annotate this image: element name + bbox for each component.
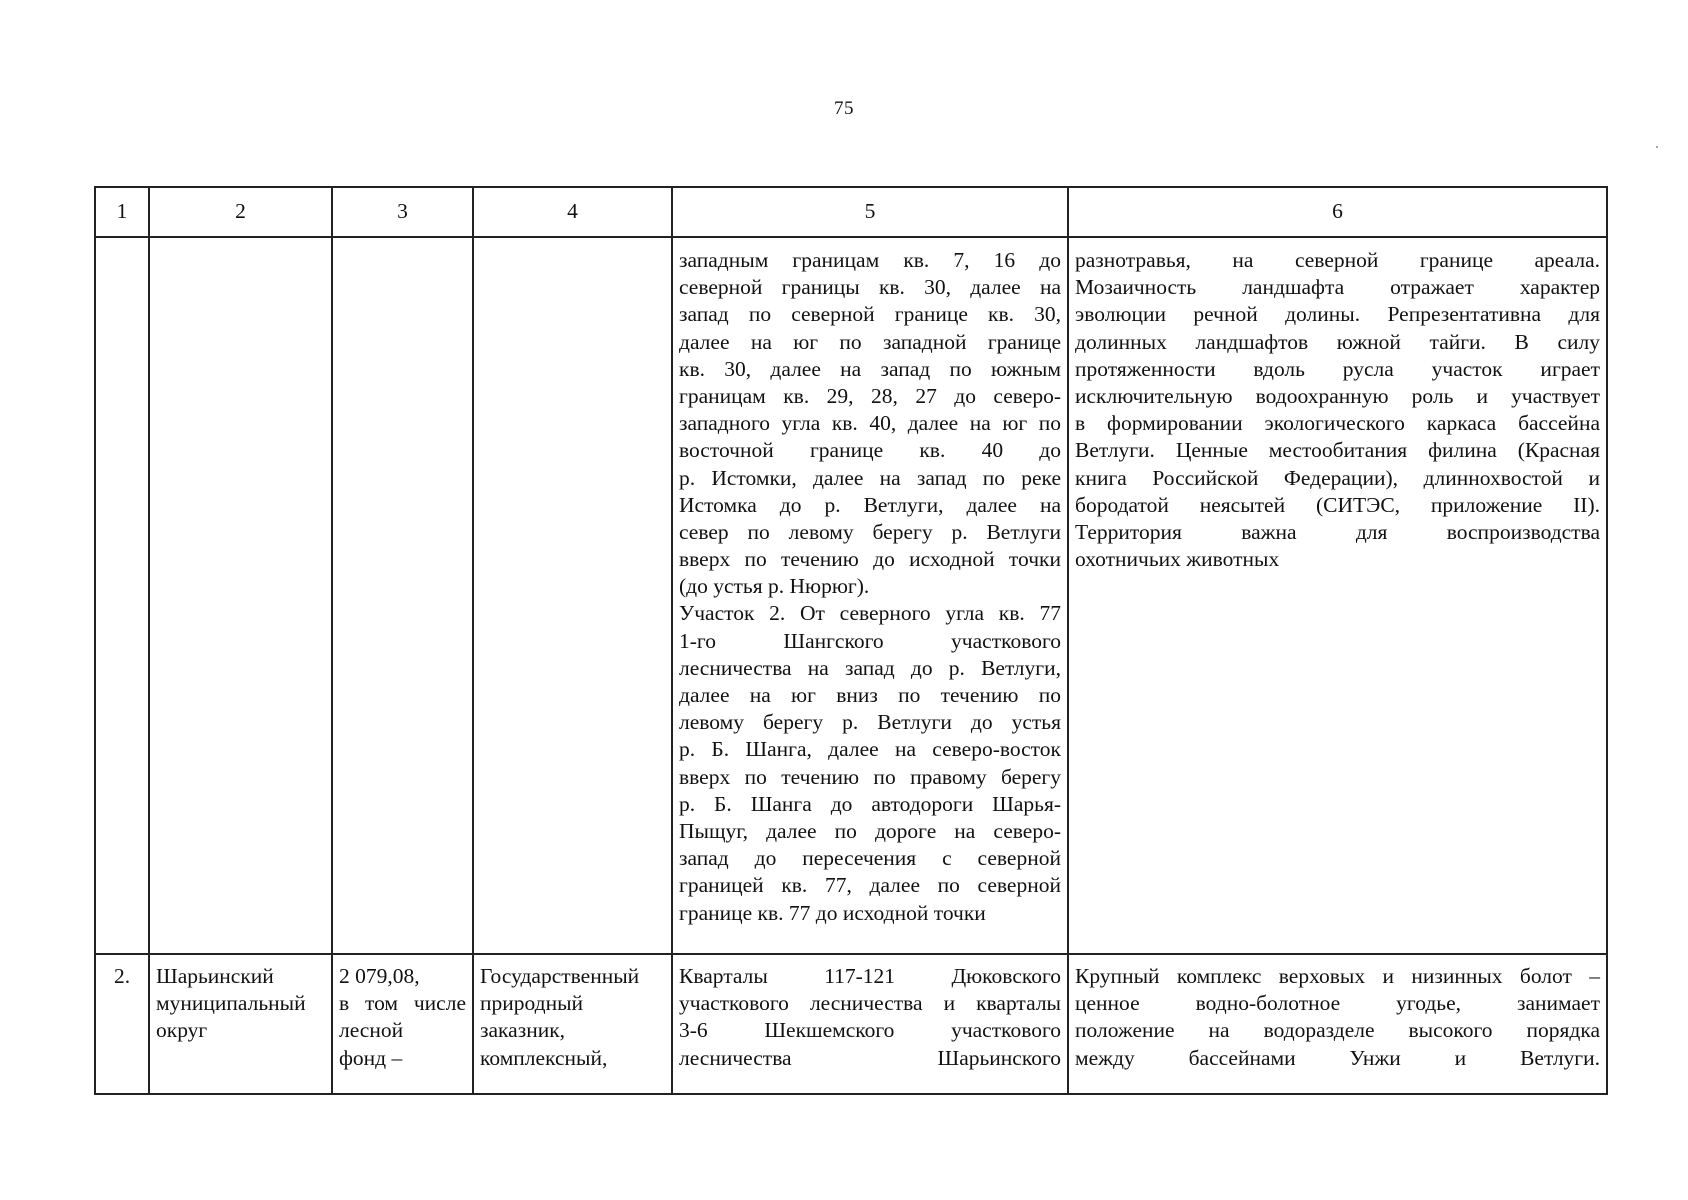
text-line: западным границам кв. 7, 16 до xyxy=(679,248,1061,272)
text-line: Мозаичность ландшафта отражает характер xyxy=(1075,275,1600,300)
column-header: 1 xyxy=(95,187,149,237)
cell-boundaries xyxy=(672,237,1068,954)
text-line: р. Б. Шанга, далее на северо-восток xyxy=(679,737,1061,762)
text-line: комплексный, xyxy=(480,1045,608,1070)
text-line: заказник, xyxy=(480,1018,566,1043)
cell-description xyxy=(1068,954,1607,1094)
column-header: 6 xyxy=(1068,187,1607,237)
text-line: природный xyxy=(480,991,584,1016)
text-line: фонд – xyxy=(339,1045,403,1070)
cell-district xyxy=(149,954,332,1094)
text-line: 2 079,08, xyxy=(339,964,420,988)
text-line: северной границы кв. 30, далее на xyxy=(679,275,1061,300)
scan-artifact xyxy=(1656,146,1658,148)
text-line: западного угла кв. 40, далее на юг по xyxy=(679,411,1061,436)
text-line: вверх по течению по правому берегу xyxy=(679,764,1061,789)
text-line: в формировании экологического каркаса бассейна xyxy=(1075,411,1600,436)
text-line: Кварталы 117-121 Дюковского xyxy=(679,964,1061,988)
column-header: 3 xyxy=(332,187,473,237)
page-number: 75 xyxy=(834,98,854,119)
text-line: Территория важна для воспроизводства xyxy=(1075,519,1600,544)
column-header: 5 xyxy=(672,187,1068,237)
text-line: в том числе xyxy=(339,991,466,1016)
text-line: Государственный xyxy=(480,964,640,988)
text-line: бородатой неясытей (СИТЭС, приложение II). xyxy=(1075,492,1600,517)
protected-areas-table xyxy=(94,186,1608,1095)
text-line: запад до пересечения с северной xyxy=(679,846,1061,871)
cell-district xyxy=(149,237,332,954)
text-line: границей кв. 77, далее по северной xyxy=(679,873,1061,898)
text-line: охотничьих животных xyxy=(1075,547,1280,572)
cell-area xyxy=(332,954,473,1094)
table-row xyxy=(95,954,1607,1094)
cell-number xyxy=(95,954,149,1094)
row-number: 2. xyxy=(113,964,131,988)
text-line: далее на юг вниз по течению по xyxy=(679,683,1061,707)
column-header: 4 xyxy=(473,187,672,237)
text-line: Пыщуг, далее по дороге на северо- xyxy=(679,818,1061,843)
text-line: лесной xyxy=(339,1018,404,1043)
text-line: эволюции речной долины. Репрезентативна для xyxy=(1075,302,1600,327)
text-line: положение на водоразделе высокого порядка xyxy=(1075,1018,1600,1043)
text-line: книга Российской Федерации), длиннохвостой и xyxy=(1075,465,1600,490)
text-line: границе кв. 77 до исходной точки xyxy=(679,900,986,925)
text-line: долинных ландшафтов южной тайги. В силу xyxy=(1075,329,1600,354)
text-line: Крупный комплекс верховых и низинных болот – xyxy=(1075,964,1600,988)
text-line: границам кв. 29, 28, 27 до северо- xyxy=(679,383,1061,408)
text-line: запад по северной границе кв. 30, xyxy=(679,302,1061,327)
text-line: Ветлуги. Ценные местообитания филина (Красная xyxy=(1075,438,1600,463)
text-line: муниципальный xyxy=(156,991,306,1016)
text-line: 3-6 Шекшемского участкового xyxy=(679,1018,1061,1043)
text-line: далее на юг по западной границе xyxy=(679,329,1061,354)
table-row xyxy=(95,237,1607,954)
cell-number xyxy=(95,237,149,954)
text-line: протяженности вдоль русла участок играет xyxy=(1075,356,1600,381)
column-header: 2 xyxy=(149,187,332,237)
text-line: Истомка до р. Ветлуги, далее на xyxy=(679,492,1061,517)
text-line: между бассейнами Унжи и Ветлуги. xyxy=(1075,1045,1600,1070)
text-line: р. Истомки, далее на запад по реке xyxy=(679,465,1061,490)
text-line: (до устья р. Нюрюг). xyxy=(679,574,870,599)
text-line: лесничества Шарьинского xyxy=(679,1045,1061,1070)
text-line: ценное водно-болотное угодье, занимает xyxy=(1075,991,1600,1016)
text-line: кв. 30, далее на запад по южным xyxy=(679,356,1061,381)
cell-category xyxy=(473,954,672,1094)
table-header-row xyxy=(95,187,1607,237)
text-line: Участок 2. От северного угла кв. 77 xyxy=(679,601,1061,626)
cell-area xyxy=(332,237,473,954)
text-line: участкового лесничества и кварталы xyxy=(679,991,1061,1016)
cell-category xyxy=(473,237,672,954)
text-line: восточной границе кв. 40 до xyxy=(679,438,1061,463)
text-line: Шарьинский xyxy=(156,964,274,988)
text-line: лесничества на запад до р. Ветлуги, xyxy=(679,655,1061,680)
cell-description xyxy=(1068,237,1607,954)
text-line: север по левому берегу р. Ветлуги xyxy=(679,519,1061,544)
text-line: разнотравья, на северной границе ареала. xyxy=(1075,248,1600,272)
cell-boundaries xyxy=(672,954,1068,1094)
text-line: левому берегу р. Ветлуги до устья xyxy=(679,710,1061,735)
text-line: 1-го Шангского участкового xyxy=(679,628,1061,653)
text-line: исключительную водоохранную роль и участвует xyxy=(1075,383,1600,408)
text-line: вверх по течению до исходной точки xyxy=(679,547,1061,572)
text-line: округ xyxy=(156,1018,208,1043)
text-line: р. Б. Шанга до автодороги Шарья- xyxy=(679,791,1061,816)
